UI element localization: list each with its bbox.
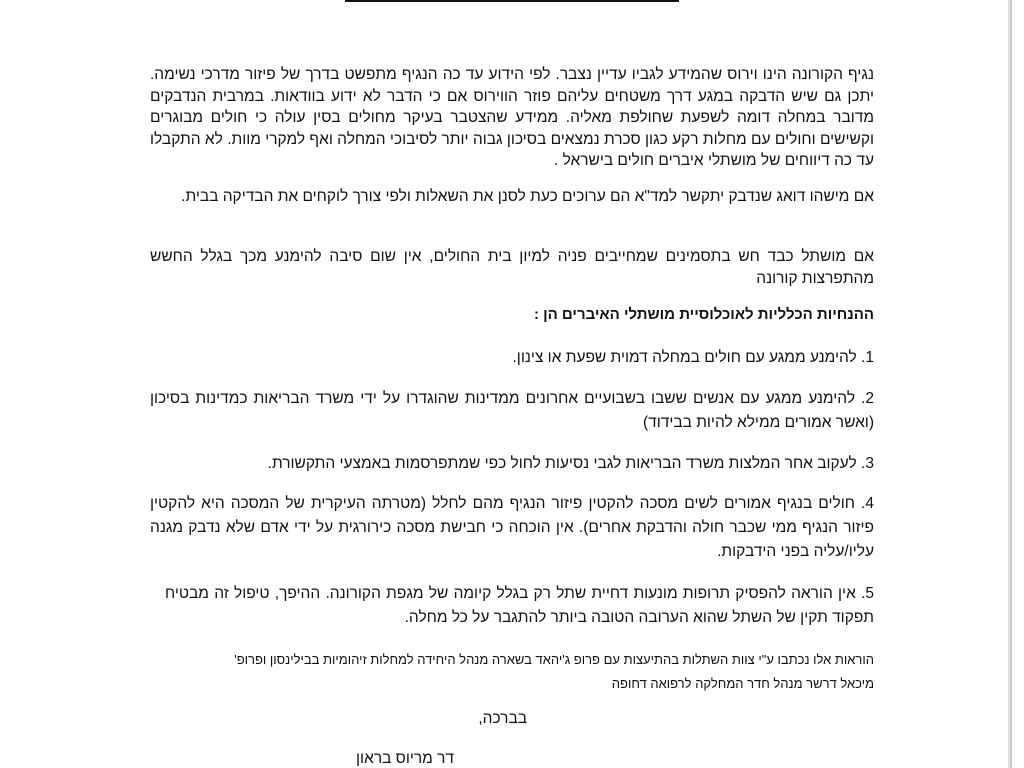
guideline-item-4: 4. חולים בנגיף אמורים לשים מסכה להקטין פיזור הנגיף מהם לחלל (מטרתה העיקרית של המסכה היא להקטין פיזור הנגיף ממי שכבר חולה והדבקת אחרים). אין הוכחה כי חבישת מסכה כירורגית על ידי אדם שלא נדבק מגנה עליו/עליה בפני הידבקות. bbox=[150, 495, 874, 560]
guideline-item-3: 3. לעקוב אחר המלצות משרד הבריאות לגבי נסיעות לחול כפי שמתפרסמות באמצעי התקשורת. bbox=[267, 455, 874, 472]
header-rule bbox=[345, 0, 679, 2]
intro-paragraph: נגיף הקורונה הינו וירוס שהמידע לגביו עדיין נצבר. לפי הידוע עד כה הנגיף מתפשט בדרך של פיזור מדרכי נשימה. יתכן גם שיש הדבקה במגע דרך משטחים עליהם פוזר הווירוס אם כי הדבר לא ידוע בוודאות. במרבית הנדבקים מדובר במחלה דומה לשפעת שחולפת מאליה. ממידע שהצטבר בעיקר מחולים בסין עולה כי חולים מבוגרים וקשישים וחולים עם מחלות רקע כגון סכרת נמצאים בסיכון גבוה יותר לסיבוכי המחלה ואף למקרי מוות. לא התקבלו עד כה דיווחים של מושתלי איברים חולים בישראל . bbox=[150, 66, 874, 169]
paragraph-hospital: אם מושתל כבד חש בתסמינים שמחייבים פניה למיון בית החולים, אין שום סיבה להימנע מכך בגלל החשש מהתפרצות קורונה bbox=[150, 248, 874, 287]
guideline-item-1: 1. להימנע ממגע עם חולים במחלה דמוית שפעת או צינון. bbox=[512, 349, 874, 366]
signature: דר מריוס בראון bbox=[356, 750, 454, 767]
authors-note: הוראות אלו נכתבו ע"י צוות השתלות בהתיעצות עם פרופ ג'יהאד בשארה מנהל היחידה למחלות זיהומיות בבילינסון ופרופ' מיכאל דרשר מנהל חדר המחלקה לרפואה דחופה bbox=[234, 652, 874, 691]
page-edge bbox=[1008, 0, 1024, 768]
paragraph-mda: אם מישהו דואג שנדבק יתקשר למד"א הם ערוכים כעת לסנן את השאלות ולפי צורך לוקחים את הבדיקה בבית. bbox=[181, 188, 874, 205]
guideline-item-2: 2. להימנע ממגע עם אנשים ששבו בשבועיים אחרונים ממדינות שהוגדרו על ידי משרד הבריאות כמדינות בסיכון (ואשר אמורים ממילא להיות בבידוד) bbox=[150, 390, 874, 431]
guidelines-heading: ההנחיות הכלליות לאוכלוסיית מושתלי האיברים הן : bbox=[533, 306, 874, 323]
closing-greeting: בברכה, bbox=[478, 710, 527, 727]
guideline-item-5: 5. אין הוראה להפסיק תרופות מונעות דחיית שתל רק בגלל קיומה של מגפת הקורונה. ההיפך, טיפול זה מבטיח תפקוד תקין של השתל שהוא הערובה הטובה ביותר להתגבר על כל מחלה. bbox=[165, 585, 874, 626]
